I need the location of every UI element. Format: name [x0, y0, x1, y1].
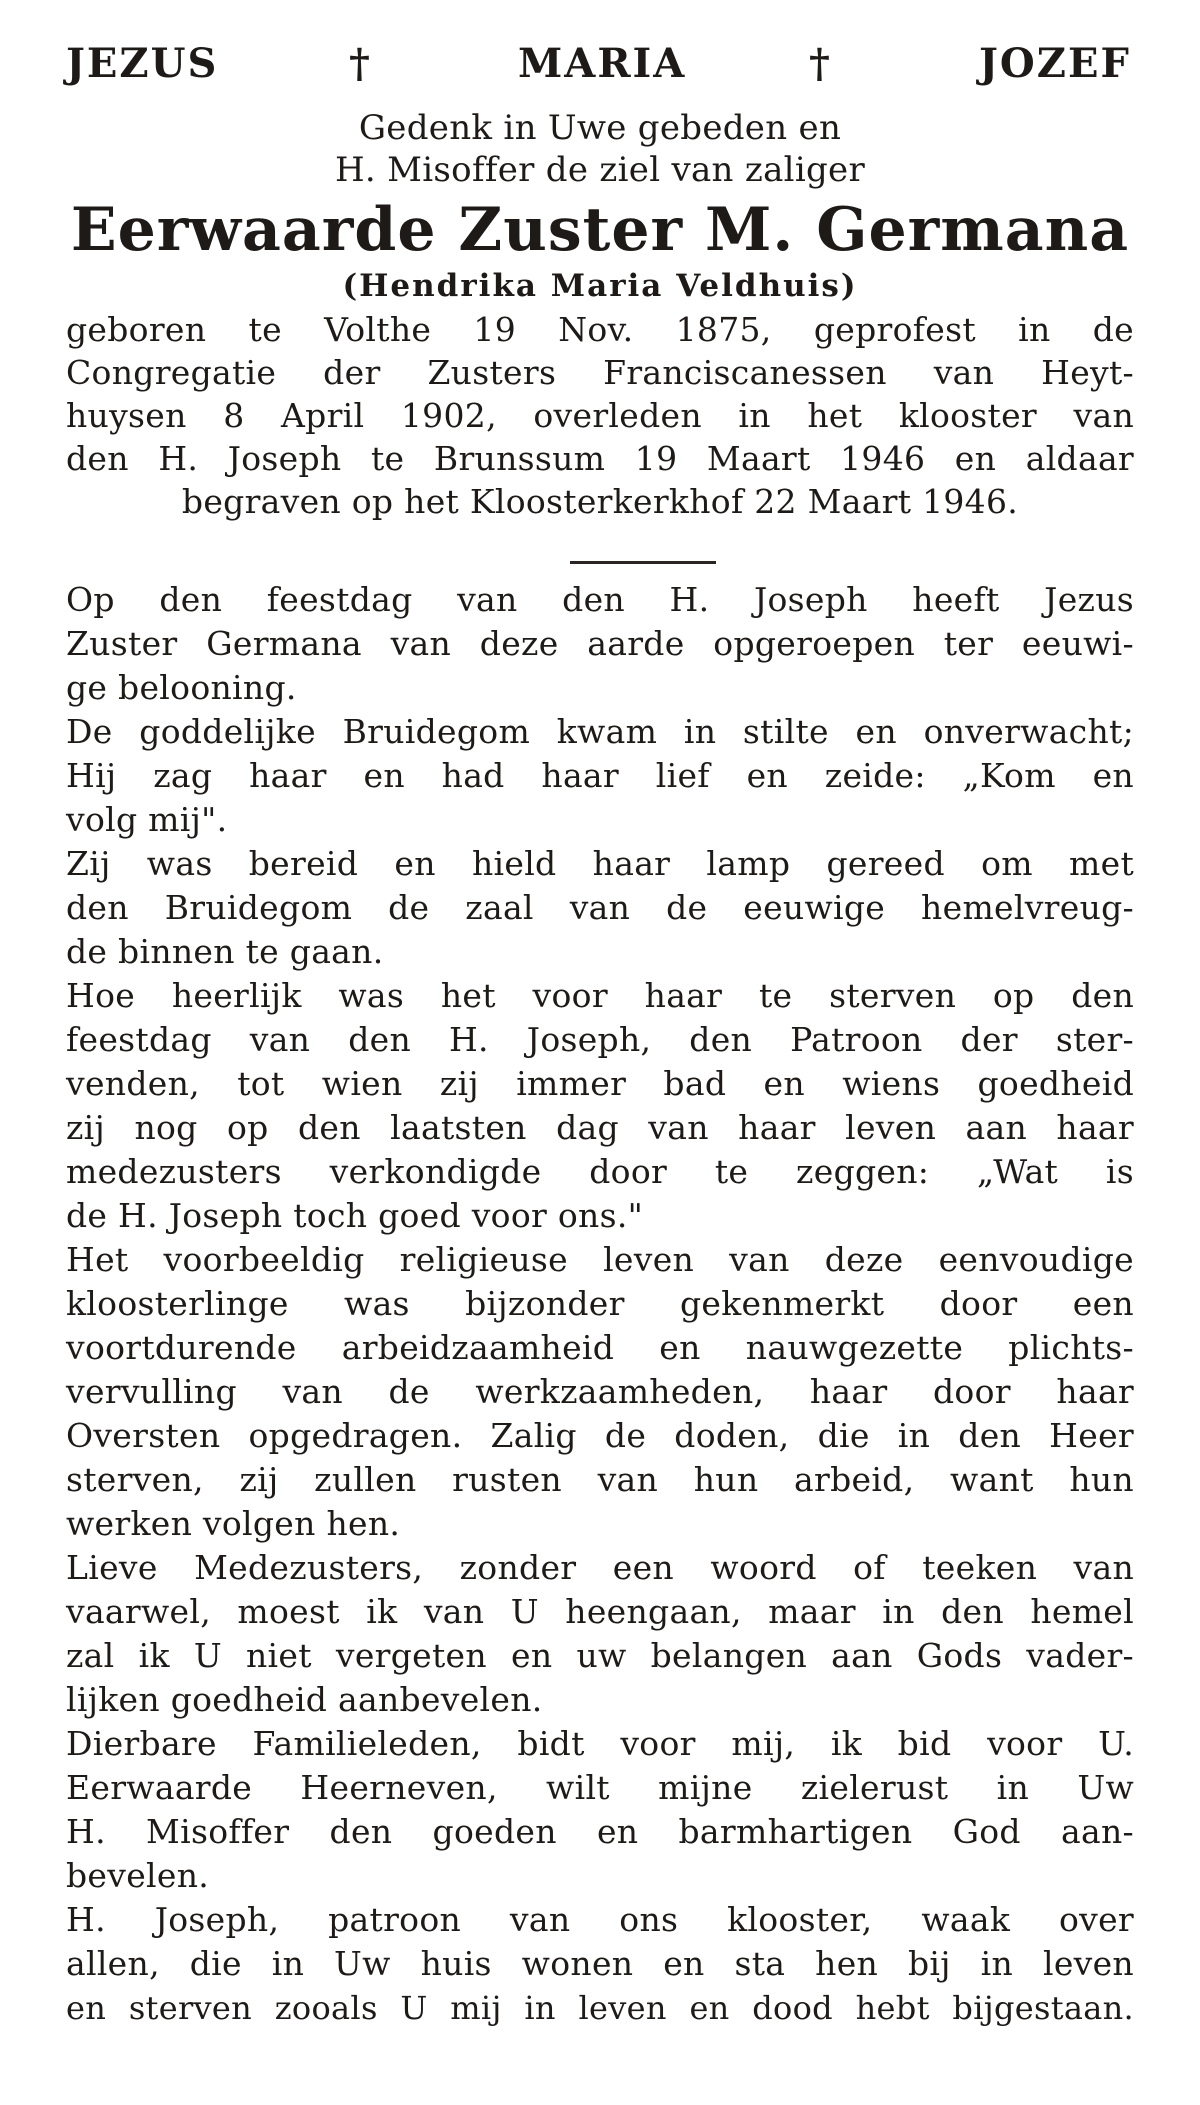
text-line: zal ik U niet vergeten en uw belangen aan Gods vader-	[66, 1636, 1134, 1675]
text-line: Eerwaarde Heerneven, wilt mijne zielerust in Uw	[66, 1768, 1134, 1807]
text-line: Zij was bereid en hield haar lamp gereed om met	[66, 844, 1134, 883]
bio-line: den H. Joseph te Brunssum 19 Maart 1946 en aldaar	[66, 439, 1134, 478]
deceased-name: Eerwaarde Zuster M. Germana	[70, 195, 1130, 265]
text-line: Op den feestdag van den H. Joseph heeft Jezus	[66, 580, 1134, 619]
text-line: sterven, zij zullen rusten van hun arbeid, want hun	[66, 1460, 1134, 1499]
text-line: ge belooning.	[66, 668, 297, 707]
bio-line: geboren te Volthe 19 Nov. 1875, geprofest in de	[66, 310, 1134, 349]
text-line: vaarwel, moest ik van U heengaan, maar in den hemel	[66, 1592, 1134, 1631]
text-line: H. Misoffer den goeden en barmhartigen God aan-	[66, 1812, 1134, 1851]
text-line: Hij zag haar en had haar lief en zeide: „Kom en	[66, 756, 1134, 795]
text-line: de H. Joseph toch goed voor ons."	[66, 1196, 644, 1235]
bio-line: Congregatie der Zusters Franciscanessen van Heyt-	[66, 353, 1134, 392]
header-jozef: JOZEF	[979, 40, 1131, 87]
text-line: zij nog op den laatsten dag van haar leven aan haar	[66, 1108, 1134, 1147]
text-line: Oversten opgedragen. Zalig de doden, die in den Heer	[66, 1416, 1134, 1455]
header-maria: MARIA	[518, 40, 687, 87]
text-line: volg mij".	[66, 800, 228, 839]
birth-name: (Hendrika Maria Veldhuis)	[342, 268, 858, 304]
divider	[570, 561, 716, 564]
text-line: medezusters verkondigde door te zeggen: „Wat is	[66, 1152, 1134, 1191]
text-line: vervulling van de werkzaamheden, haar door haar	[66, 1372, 1134, 1411]
header-jezus: JEZUS	[66, 40, 219, 87]
text-line: De goddelijke Bruidegom kwam in stilte en onverwacht;	[66, 712, 1134, 751]
cross-icon: †	[809, 40, 832, 87]
text-line: bevelen.	[66, 1856, 210, 1895]
text-line: Hoe heerlijk was het voor haar te sterven op den	[66, 976, 1134, 1015]
bio-line: huysen 8 April 1902, overleden in het klooster van	[66, 396, 1134, 435]
cross-icon: †	[349, 40, 372, 87]
text-line: werken volgen hen.	[66, 1504, 401, 1543]
header-row	[66, 40, 1134, 90]
text-line: Het voorbeeldig religieuse leven van deze eenvoudige	[66, 1240, 1134, 1279]
text-line: Lieve Medezusters, zonder een woord of teeken van	[66, 1548, 1134, 1587]
memorial-card	[66, 40, 1134, 2070]
text-line: de binnen te gaan.	[66, 932, 384, 971]
intro-line: Gedenk in Uwe gebeden en	[358, 108, 842, 148]
bio-line: begraven op het Kloosterkerkhof 22 Maart 1946.	[181, 482, 1019, 521]
intro-line: H. Misoffer de ziel van zaliger	[334, 150, 866, 190]
text-line: en sterven zooals U mij in leven en dood hebt bijgestaan.	[66, 1989, 1134, 2027]
text-line: Dierbare Familieleden, bidt voor mij, ik bid voor U.	[66, 1724, 1134, 1763]
text-line: Zuster Germana van deze aarde opgeroepen ter eeuwi-	[66, 624, 1134, 663]
text-line: H. Joseph, patroon van ons klooster, waak over	[66, 1900, 1134, 1939]
text-line: allen, die in Uw huis wonen en sta hen bij in leven	[66, 1944, 1134, 1983]
text-line: den Bruidegom de zaal van de eeuwige hemelvreug-	[66, 888, 1134, 927]
text-line: feestdag van den H. Joseph, den Patroon der ster-	[66, 1020, 1134, 1059]
text-line: lijken goedheid aanbevelen.	[66, 1680, 543, 1719]
text-line: voortdurende arbeidzaamheid en nauwgezette plichts-	[66, 1328, 1134, 1367]
text-line: kloosterlinge was bijzonder gekenmerkt door een	[66, 1284, 1134, 1323]
text-line: venden, tot wien zij immer bad en wiens goedheid	[66, 1064, 1134, 1103]
